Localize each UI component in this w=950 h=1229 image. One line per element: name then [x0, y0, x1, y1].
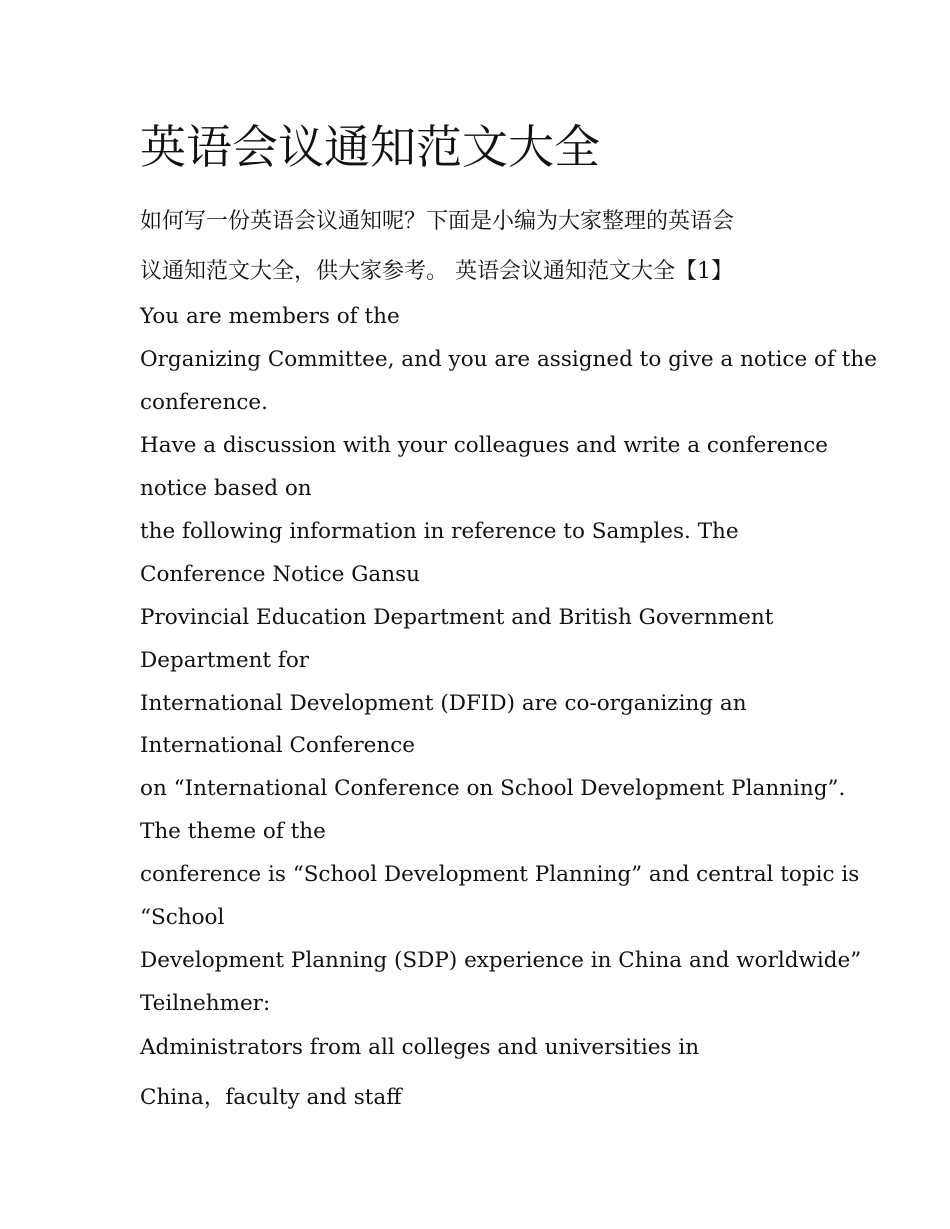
body-line-13: International Conference [140, 733, 416, 758]
body-line-21: China，faculty and staff [140, 1085, 402, 1110]
body-line-3: You are members of the [140, 304, 400, 329]
body-line-18: Development Planning (SDP) experience in China and worldwide” [140, 948, 862, 973]
body-line-8: the following information in reference to Samples. The [140, 519, 739, 544]
body-line-12: International Development (DFID) are co-organizing an [140, 691, 747, 716]
body-line-5: conference. [140, 390, 268, 415]
body-line-20: Administrators from all colleges and universities in [140, 1035, 700, 1060]
body-line-16: conference is “School Development Planning” and central topic is [140, 862, 860, 887]
body-line-7: notice based on [140, 476, 312, 501]
body-line-9: Conference Notice Gansu [140, 562, 420, 587]
body-line-15: The theme of the [140, 819, 326, 844]
body-line-19: Teilnehmer: [140, 991, 271, 1016]
intro-line-2: 议通知范文大全，供大家参考。 英语会议通知范文大全【1】 [140, 259, 733, 284]
intro-line-1: 如何写一份英语会议通知呢？下面是小编为大家整理的英语会 [140, 209, 735, 234]
body-line-17: “School [140, 905, 225, 930]
body-line-4: Organizing Committee, and you are assigned to give a notice of the [140, 347, 877, 372]
body-line-11: Department for [140, 648, 310, 673]
body-line-10: Provincial Education Department and British Government [140, 605, 774, 630]
body-line-14: on “International Conference on School Development Planning”. [140, 776, 846, 801]
body-line-6: Have a discussion with your colleagues and write a conference [140, 433, 828, 458]
document-title: 英语会议通知范文大全 [140, 120, 600, 174]
